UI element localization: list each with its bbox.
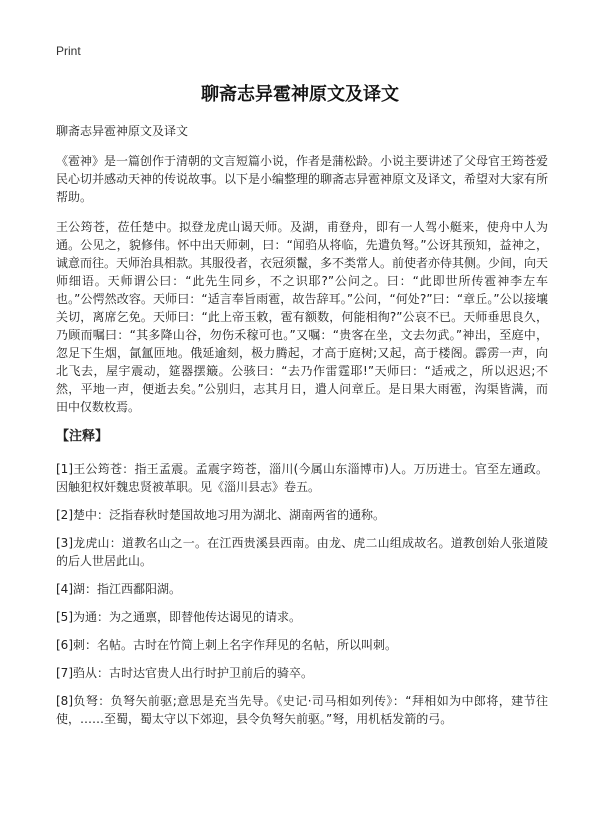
note-item: [4]湖：指江西鄱阳湖。 bbox=[56, 582, 181, 596]
note-item: [7]驺从：古时达官贵人出行时护卫前后的骑卒。 bbox=[56, 666, 313, 680]
page-title: 聊斋志异雹神原文及译文 bbox=[201, 84, 399, 105]
article-body bbox=[56, 122, 548, 738]
note-item: [8]负弩：负弩矢前驱;意思是充当先导。《史记·司马相如列传》：“拜相如为中郎将，建节往使，……至蜀，蜀太守以下郊迎，县令负弩矢前驱。”弩，用机栝发箭的弓。 bbox=[56, 694, 548, 726]
notes-heading: 【注释】 bbox=[56, 429, 109, 444]
print-link[interactable]: Print bbox=[56, 44, 81, 58]
note-item: [5]为通：为之通禀，即替他传达谒见的请求。 bbox=[56, 610, 301, 624]
note-item: [3]龙虎山：道教名山之一。在江西贵溪县西南。由龙、虎二山组成故名。道教创始人张道陵的后人世居此山。 bbox=[56, 536, 548, 568]
story-paragraph: 王公筠苍，莅任楚中。拟登龙虎山谒天师。及湖，甫登舟，即有一人驾小艇来，使舟中人为通。公见之，貌修伟。怀中出天师刺，曰：“闻驺从将临，先遣负弩。”公讶其预知，益神之，诚意而往。天师治具相款。其服役者，衣冠须鬣，多不类常人。前使者亦侍其侧。少间，向天师细语。天师谓公曰：“此先生同乡，不之识耶?”公问之。曰：“此即世所传雹神李左车也。”公愕然改容。天师曰：“适言奉旨雨雹，故告辞耳。”公问，“何处?”曰：“章丘。”公以接壤关切，离席乞免。天师曰：“此上帝玉敕，雹有额数，何能相徇?”公哀不已。天师垂思良久，乃顾而嘱曰：“其多降山谷，勿伤禾稼可也。”又嘱：“贵客在坐，文去勿武。”神出，至庭中，忽足下生烟，氤氲匝地。俄延逾刻，极力腾起，才高于庭树;又起，高于楼阁。霹雳一声，向北飞去，屋宇震动，筵器摆簸。公骇曰：“去乃作雷霆耶!”天师曰：“适戒之，所以迟迟;不然，平地一声，便逝去矣。”公别归，志其月日，遣人问章丘。是日果大雨雹，沟渠皆满，而田中仅数枚焉。 bbox=[56, 220, 549, 414]
intro-paragraph: 《雹神》是一篇创作于清朝的文言短篇小说，作者是蒲松龄。小说主要讲述了父母官王筠苍爱民心切并感动天神的传说故事。以下是小编整理的聊斋志异雹神原文及译文，希望对大家有所帮助。 bbox=[56, 154, 549, 204]
note-item: [2]楚中：泛指春秋时楚国故地习用为湖北、湖南两省的通称。 bbox=[56, 508, 386, 522]
article-subtitle: 聊斋志异雹神原文及译文 bbox=[56, 124, 189, 138]
note-item: [6]刺：名帖。古时在竹简上刺上名字作拜见的名帖，所以叫刺。 bbox=[56, 638, 398, 652]
note-item: [1]王公筠苍：指王孟震。孟震字筠苍，淄川(今属山东淄博市)人。万历进士。官至左通政。因触犯权奸魏忠贤被革职。见《淄川县志》卷五。 bbox=[56, 462, 548, 494]
